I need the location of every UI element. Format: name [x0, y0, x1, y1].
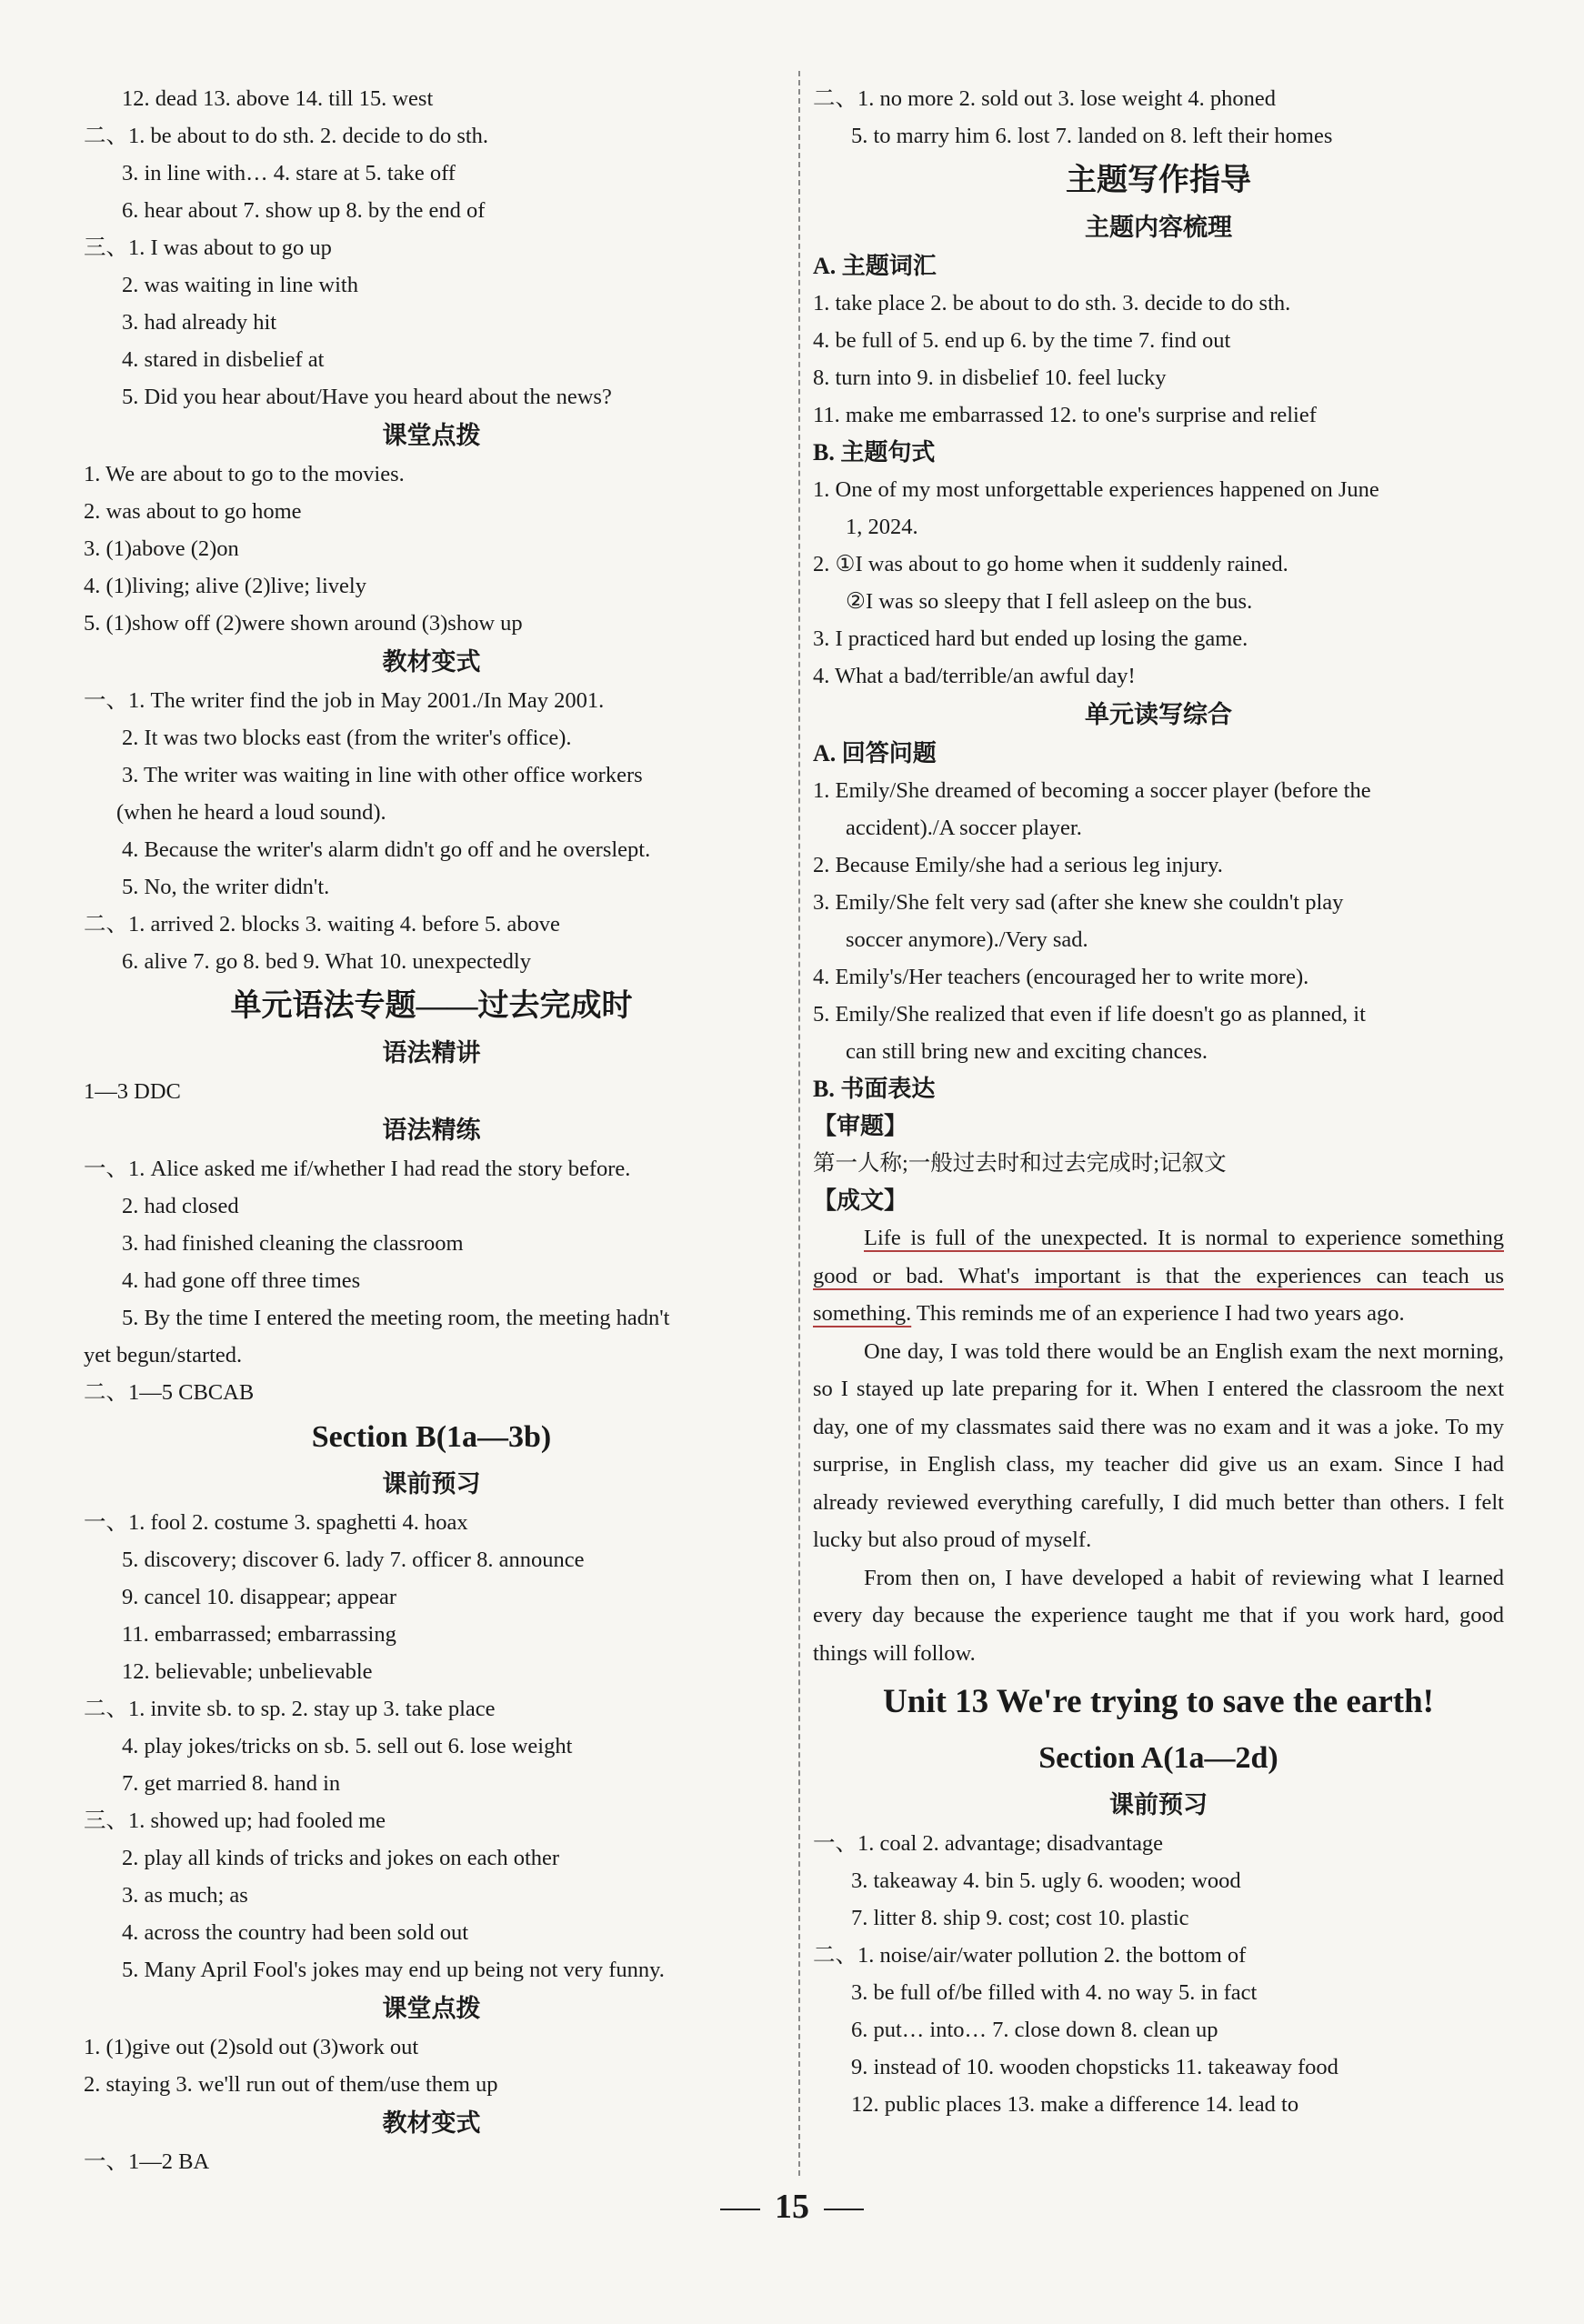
- answer-line: 5. By the time I entered the meeting room, the meeting hadn't: [122, 1306, 670, 1330]
- answer-line: 1. take place 2. be about to do sth. 3. decide to do sth.: [813, 291, 1291, 316]
- section-heading: 语法精讲: [382, 1039, 481, 1067]
- footer-dash-right: [824, 2209, 864, 2210]
- subsection-label: B. 书面表达: [813, 1076, 936, 1102]
- answer-line: 二、1. arrived 2. blocks 3. waiting 4. before 5. above: [84, 912, 560, 937]
- section-heading: 课堂点拨: [382, 1995, 481, 2022]
- answer-line: 9. cancel 10. disappear; appear: [122, 1585, 397, 1609]
- answer-line: 二、1. noise/air/water pollution 2. the bottom of: [813, 1943, 1247, 1968]
- answer-line: 3. be full of/be filled with 4. no way 5. in fact: [851, 1980, 1258, 2005]
- answer-line: 2. Because Emily/she had a serious leg injury.: [813, 853, 1223, 877]
- answer-line: 3. as much; as: [122, 1883, 248, 1908]
- answer-line: soccer anymore)./Very sad.: [846, 927, 1088, 952]
- section-heading: 课堂点拨: [382, 422, 481, 449]
- page-number: 15: [775, 2188, 809, 2226]
- answer-line: 一、1—2 BA: [84, 2149, 210, 2174]
- answer-line: ②I was so sleepy that I fell asleep on the bus.: [846, 589, 1253, 614]
- answer-line: 二、1. no more 2. sold out 3. lose weight 4. phoned: [813, 86, 1277, 111]
- section-heading: 课前预习: [382, 1470, 481, 1498]
- answer-line: 5. Did you hear about/Have you heard about the news?: [122, 385, 612, 409]
- answer-line: 3. had finished cleaning the classroom: [122, 1231, 464, 1256]
- answer-line: 12. believable; unbelievable: [122, 1659, 373, 1684]
- answer-line: 8. turn into 9. in disbelief 10. feel lucky: [813, 366, 1167, 390]
- footer-dash-left: [720, 2209, 760, 2210]
- answer-line: 4. had gone off three times: [122, 1268, 361, 1293]
- answer-line: 二、1. be about to do sth. 2. decide to do sth.: [84, 124, 489, 148]
- answer-line: 1. Emily/She dreamed of becoming a soccer player (before the: [813, 778, 1371, 803]
- answer-line: 11. embarrassed; embarrassing: [122, 1622, 396, 1647]
- section-heading: Section B(1a—3b): [311, 1420, 552, 1454]
- answer-line: 5. (1)show off (2)were shown around (3)show up: [84, 611, 523, 636]
- section-heading: 主题内容梳理: [1085, 214, 1232, 241]
- answer-line: 4. stared in disbelief at: [122, 347, 325, 372]
- essay-underlined-text: Life is full of the unexpected. It is normal to experience something good or bad. What's important is that the experiences can teach us something.: [813, 1226, 1504, 1326]
- subsection-label: 【成文】: [813, 1187, 908, 1214]
- answer-line: 一、1. The writer find the job in May 2001./In May 2001.: [84, 688, 605, 713]
- section-heading: 教材变式: [382, 2109, 481, 2137]
- section-heading: Section A(1a—2d): [1038, 1741, 1278, 1775]
- answer-line: 1. One of my most unforgettable experiences happened on June: [813, 477, 1379, 502]
- answer-line: 2. was waiting in line with: [122, 273, 358, 297]
- subsection-label: A. 主题词汇: [813, 253, 937, 279]
- answer-line: 5. Emily/She realized that even if life doesn't go as planned, it: [813, 1002, 1366, 1027]
- answer-line: 4. play jokes/tricks on sb. 5. sell out 6. lose weight: [122, 1734, 573, 1758]
- answer-line: 7. get married 8. hand in: [122, 1771, 341, 1796]
- answer-line: 4. be full of 5. end up 6. by the time 7. find out: [813, 328, 1231, 353]
- section-heading: 课前预习: [1109, 1791, 1208, 1818]
- answer-line: 三、1. showed up; had fooled me: [84, 1808, 386, 1833]
- answer-line: 2. play all kinds of tricks and jokes on each other: [122, 1846, 560, 1870]
- answer-line: 11. make me embarrassed 12. to one's surprise and relief: [813, 403, 1317, 427]
- answer-line: 1, 2024.: [846, 515, 918, 539]
- left-column: [84, 80, 779, 2180]
- answer-line: 4. (1)living; alive (2)live; lively: [84, 574, 366, 598]
- essay-paragraph: [813, 1333, 1504, 1559]
- answer-line: 3. Emily/She felt very sad (after she knew she couldn't play: [813, 890, 1344, 915]
- essay-paragraph: [813, 1219, 1504, 1333]
- answer-line: 第一人称;一般过去时和过去完成时;记叙文: [813, 1151, 1227, 1176]
- answer-line: yet begun/started.: [84, 1343, 243, 1367]
- answer-line: 5. discovery; discover 6. lady 7. officer 8. announce: [122, 1548, 585, 1572]
- answer-line: 2. staying 3. we'll run out of them/use them up: [84, 2072, 498, 2097]
- essay-text: This reminds me of an experience I had two years ago.: [911, 1301, 1405, 1326]
- answer-line: 6. alive 7. go 8. bed 9. What 10. unexpectedly: [122, 949, 531, 974]
- answer-line: accident)./A soccer player.: [846, 816, 1082, 840]
- subsection-label: B. 主题句式: [813, 439, 936, 466]
- answer-line: 6. hear about 7. show up 8. by the end of: [122, 198, 486, 223]
- answer-line: 3. takeaway 4. bin 5. ugly 6. wooden; wood: [851, 1868, 1241, 1893]
- answer-line: 5. No, the writer didn't.: [122, 875, 330, 899]
- answer-line: 2. had closed: [122, 1194, 239, 1218]
- answer-line: 9. instead of 10. wooden chopsticks 11. takeaway food: [851, 2055, 1338, 2079]
- answer-line: 一、1. Alice asked me if/whether I had read the story before.: [84, 1157, 631, 1181]
- answer-line: 12. dead 13. above 14. till 15. west: [122, 86, 434, 111]
- answer-line: (when he heard a loud sound).: [116, 800, 386, 825]
- answer-line: 1. We are about to go to the movies.: [84, 462, 405, 486]
- section-heading: 教材变式: [382, 648, 481, 676]
- answer-line: 3. had already hit: [122, 310, 277, 335]
- answer-line: 2. was about to go home: [84, 499, 302, 524]
- answer-line: 5. Many April Fool's jokes may end up being not very funny.: [122, 1958, 665, 1982]
- essay-text: One day, I was told there would be an English exam the next morning, so I stayed up late preparing for it. When I entered the classroom the next day, one of my classmates said there was no exam and it was a joke. To my surprise, in English class, my teacher did give us an exam. Since I had already reviewed everything carefully, I did much better than others. I felt lucky but also proud of myself.: [813, 1338, 1504, 1552]
- essay-text: From then on, I have developed a habit of reviewing what I learned every day because the experience taught me that if you work hard, good things will follow.: [813, 1565, 1504, 1666]
- answer-line: 5. to marry him 6. lost 7. landed on 8. left their homes: [851, 124, 1333, 148]
- essay-paragraph: [813, 1559, 1504, 1673]
- answer-line: 6. put… into… 7. close down 8. clean up: [851, 2018, 1218, 2042]
- answer-line: 4. across the country had been sold out: [122, 1920, 469, 1945]
- answer-line: 1—3 DDC: [84, 1079, 181, 1104]
- answer-line: 4. Emily's/Her teachers (encouraged her to write more).: [813, 965, 1309, 989]
- answer-line: 4. Because the writer's alarm didn't go off and he overslept.: [122, 837, 651, 862]
- section-heading: Unit 13 We're trying to save the earth!: [883, 1683, 1434, 1720]
- answer-line: 12. public places 13. make a difference 14. lead to: [851, 2092, 1299, 2117]
- answer-line: 一、1. coal 2. advantage; disadvantage: [813, 1831, 1164, 1856]
- column-divider: [798, 71, 800, 2176]
- answer-line: can still bring new and exciting chances.: [846, 1039, 1208, 1064]
- section-heading: 单元读写综合: [1085, 701, 1232, 728]
- page-footer: [0, 2187, 1584, 2227]
- section-heading: 单元语法专题——过去完成时: [230, 989, 633, 1023]
- section-heading: 主题写作指导: [1066, 164, 1251, 197]
- answer-line: 3. I practiced hard but ended up losing the game.: [813, 626, 1248, 651]
- answer-line: 2. It was two blocks east (from the writer's office).: [122, 726, 572, 750]
- answer-line: 三、1. I was about to go up: [84, 235, 332, 260]
- answer-line: 7. litter 8. ship 9. cost; cost 10. plastic: [851, 1906, 1189, 1930]
- answer-line: 1. (1)give out (2)sold out (3)work out: [84, 2035, 419, 2059]
- answer-line: 3. (1)above (2)on: [84, 536, 239, 561]
- answer-line: 二、1. invite sb. to sp. 2. stay up 3. take place: [84, 1697, 496, 1721]
- answer-line: 一、1. fool 2. costume 3. spaghetti 4. hoax: [84, 1510, 468, 1535]
- answer-line: 2. ①I was about to go home when it suddenly rained.: [813, 552, 1288, 576]
- answer-line: 3. in line with… 4. stare at 5. take off: [122, 161, 456, 185]
- section-heading: 语法精练: [382, 1117, 481, 1144]
- subsection-label: 【审题】: [813, 1113, 908, 1139]
- subsection-label: A. 回答问题: [813, 740, 937, 766]
- right-column: [813, 80, 1504, 2123]
- answer-line: 3. The writer was waiting in line with other office workers: [122, 763, 643, 787]
- answer-line: 4. What a bad/terrible/an awful day!: [813, 664, 1136, 688]
- answer-line: 二、1—5 CBCAB: [84, 1380, 255, 1405]
